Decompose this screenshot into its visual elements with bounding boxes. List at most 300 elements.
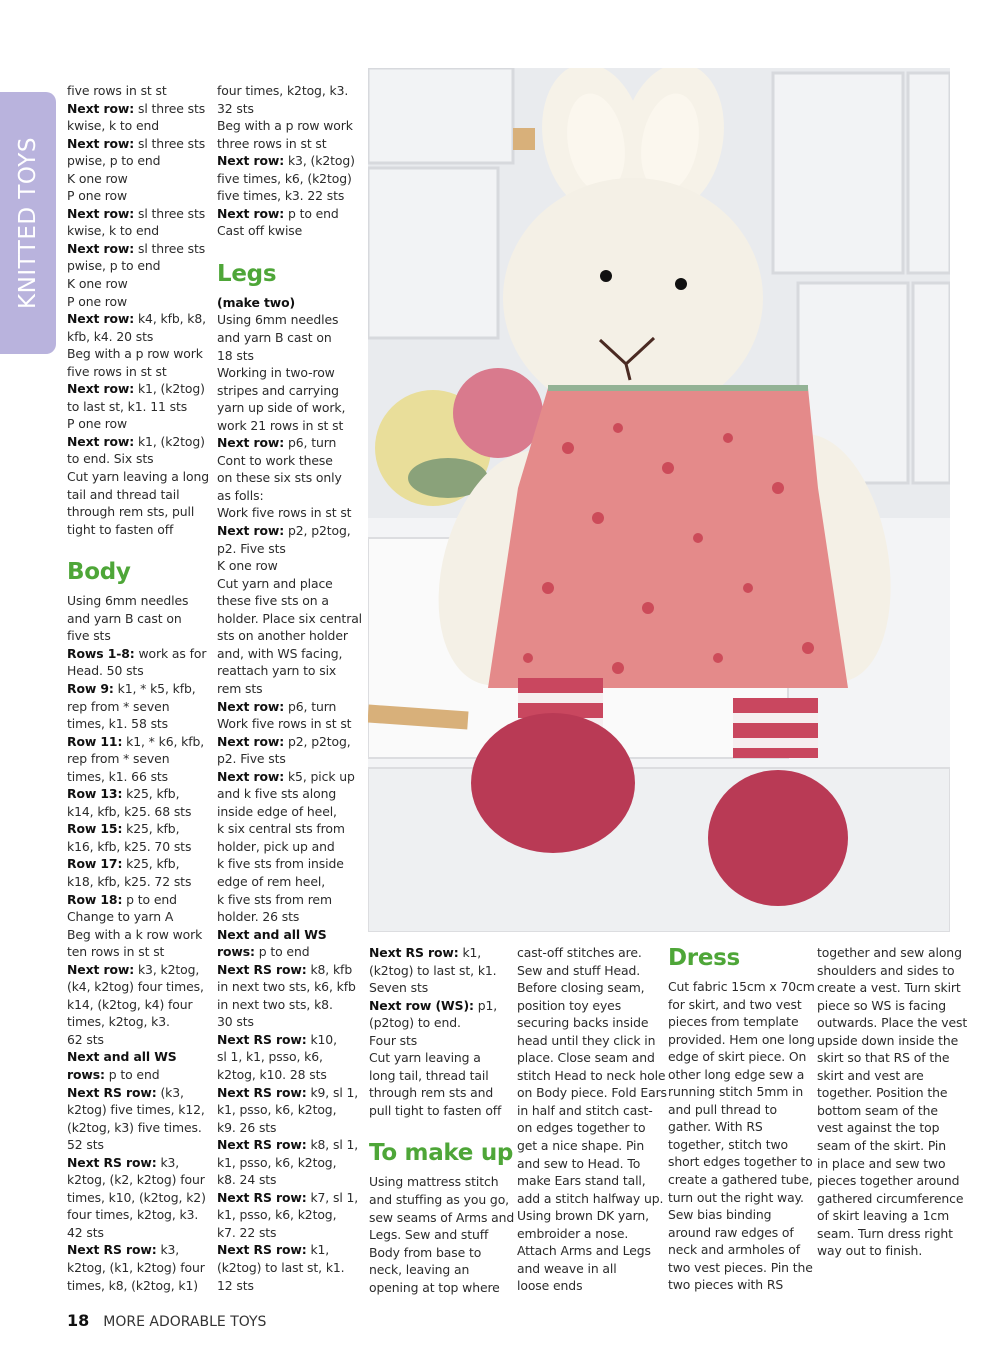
page-footer [67, 1311, 266, 1330]
instruction-text: gathered circumference [817, 1190, 964, 1206]
instruction-text: for skirt, and two vest [668, 996, 802, 1012]
instruction-label: Next row: [217, 435, 285, 451]
pattern-line [517, 1102, 662, 1120]
pattern-line [817, 944, 962, 962]
pattern-line [517, 1260, 662, 1278]
instruction-text: K one row [67, 170, 128, 186]
pattern-line [67, 820, 217, 838]
instruction-text: p2, p2tog, [284, 523, 351, 539]
instruction-text: sl three sts [134, 205, 206, 221]
instruction-text: Sew and stuff Head. [517, 962, 641, 978]
pattern-line [369, 1084, 514, 1102]
instruction-label: Next RS row: [217, 1084, 307, 1100]
pattern-line [67, 785, 217, 803]
pattern-line [217, 222, 367, 240]
instruction-text: p to end [104, 1066, 160, 1082]
instruction-text: kwise, k to end [67, 118, 160, 134]
instruction-text: 12 sts [217, 1277, 254, 1293]
pattern-line [817, 962, 962, 980]
instruction-text: four times, k2tog, k3. [217, 83, 349, 98]
instruction-text: work as for [134, 645, 207, 661]
section-heading: Legs [217, 260, 277, 287]
instruction-text: holder. Place six central [217, 610, 363, 626]
pattern-line [668, 1241, 813, 1259]
instruction-text: two pieces with RS [668, 1277, 784, 1293]
pattern-line [668, 1171, 813, 1189]
pattern-line [517, 1049, 662, 1067]
instruction-text: and sew to Head. To [517, 1155, 641, 1171]
instruction-text: position toy eyes [517, 997, 622, 1013]
pattern-line [217, 205, 367, 223]
pattern-line [67, 1171, 217, 1189]
section-heading: Body [67, 559, 131, 586]
instruction-text: sl three sts [134, 240, 206, 256]
section-tab-label: KNITTED TOYS [15, 137, 41, 309]
pattern-line [67, 715, 217, 733]
instruction-text: turn out the right way. [668, 1189, 804, 1205]
instruction-text: Using brown DK yarn, [517, 1208, 650, 1224]
instruction-label: Next RS row: [217, 1242, 307, 1258]
instruction-text: k3, k2tog, [134, 961, 200, 977]
instruction-text: sl three sts [134, 135, 206, 151]
pattern-line [217, 382, 367, 400]
instruction-text: k1, [458, 945, 482, 960]
pattern-line [668, 1118, 813, 1136]
instruction-text: k9, sl 1, [306, 1084, 359, 1100]
pattern-line [67, 750, 217, 768]
instruction-text: Body from base to [369, 1244, 482, 1260]
pattern-line [817, 1014, 968, 1032]
instruction-text: around raw edges of [668, 1224, 794, 1240]
pattern-line [217, 347, 367, 365]
pattern-line [67, 222, 217, 240]
pattern-line [217, 855, 367, 873]
instruction-text: k8, kfb [306, 961, 353, 977]
instruction-label: Row 9: [67, 680, 114, 696]
pattern-line [217, 187, 367, 205]
pattern-line [217, 627, 367, 645]
instruction-text: stitch Head to neck hole [517, 1067, 666, 1083]
instruction-label: Next RS row: [217, 1137, 307, 1153]
pattern-line [817, 1067, 962, 1085]
instruction-text: times, k2tog, k3. [67, 1014, 170, 1030]
column-3 [369, 944, 514, 1296]
pattern-line [817, 1225, 962, 1243]
instruction-text: Cut yarn leaving a [369, 1050, 481, 1066]
instruction-text: and weave in all [517, 1260, 617, 1276]
instruction-text: P one row [67, 293, 128, 309]
pattern-line [217, 522, 367, 540]
pattern-line [217, 294, 367, 312]
instruction-label: Next row: [67, 961, 135, 977]
instruction-text: upside down inside the [817, 1032, 959, 1048]
instruction-text: times, k10, (k2tog, k2) [67, 1189, 206, 1205]
pattern-line [67, 645, 217, 663]
pattern-line [67, 82, 217, 100]
pattern-line [217, 329, 367, 347]
instruction-label: Row 13: [67, 786, 123, 802]
pattern-line [67, 1101, 217, 1119]
instruction-text: k7. 22 sts [217, 1224, 277, 1240]
pattern-line [217, 311, 367, 329]
pattern-line [217, 487, 367, 505]
pattern-line [217, 715, 367, 733]
instruction-text: k six central sts from [217, 821, 345, 837]
instruction-text: reattach yarn to six [217, 663, 337, 679]
pattern-line [817, 1155, 962, 1173]
pattern-line [369, 1209, 514, 1227]
instruction-text: k2tog, (k1, k2tog) four [67, 1260, 205, 1275]
instruction-text: edge of skirt piece. On [668, 1049, 807, 1065]
pattern-line [67, 592, 217, 610]
instruction-text: bottom seam of the [817, 1102, 938, 1118]
instruction-text: k1, psso, k6, k2tog, [217, 1102, 337, 1118]
pattern-line [67, 1136, 217, 1154]
pattern-line [668, 1048, 813, 1066]
instruction-text: rep from * seven [67, 698, 170, 714]
instruction-text: (k3, [156, 1084, 184, 1100]
pattern-line [817, 1049, 962, 1067]
pattern-line [217, 170, 367, 188]
pattern-line [217, 417, 367, 435]
instruction-text: stripes and carrying [217, 382, 339, 398]
instruction-text: k14, kfb, k25. 68 sts [67, 803, 192, 819]
instruction-text: tight to fasten off [67, 521, 174, 537]
instruction-text: (k2tog, k3) five times. [67, 1119, 202, 1135]
pattern-line [217, 1136, 367, 1154]
pattern-line [668, 1066, 813, 1084]
pattern-line [517, 944, 662, 962]
pattern-line [67, 328, 217, 346]
instruction-text: together and sew along [817, 945, 962, 960]
pattern-line [817, 997, 962, 1015]
instruction-label: rows: [67, 1066, 105, 1082]
pattern-line [67, 1224, 217, 1242]
pattern-line [817, 1190, 962, 1208]
pattern-line [67, 1259, 217, 1277]
instruction-text: make Ears stand tall, [517, 1173, 646, 1189]
instruction-label: Next and all WS [67, 1049, 177, 1065]
pattern-line [668, 1206, 813, 1224]
pattern-line [217, 768, 367, 786]
instruction-text: provided. Hem one long [668, 1031, 815, 1047]
instruction-text: and stuffing as you go, [369, 1192, 510, 1208]
pattern-line [217, 891, 367, 909]
pattern-line [217, 1013, 367, 1031]
pattern-line [217, 452, 367, 470]
pattern-line [517, 997, 662, 1015]
instruction-text: create a vest. Turn skirt [817, 980, 961, 996]
instruction-text: sl three sts [134, 100, 206, 116]
pattern-line [67, 1241, 217, 1259]
instruction-text: k7, sl 1, [306, 1189, 359, 1205]
pattern-line [217, 434, 367, 452]
instruction-text: and pull thread to [668, 1101, 777, 1117]
pattern-line [67, 433, 217, 451]
instruction-text: (k4, k2tog) four times, [67, 979, 204, 995]
pattern-line [217, 680, 367, 698]
pattern-line [67, 978, 217, 996]
pattern-line [517, 1067, 666, 1085]
pattern-line [67, 293, 217, 311]
pattern-line [217, 1119, 367, 1137]
instruction-text: Beg with a p row work [67, 346, 203, 362]
instruction-text: k five sts from rem [217, 891, 332, 907]
pattern-line [67, 855, 217, 873]
instruction-text: in next two sts, k8. [217, 996, 333, 1012]
instruction-text: P one row [67, 188, 128, 204]
instruction-text: five times, k6, (k2tog) [217, 170, 352, 186]
instruction-text: shoulders and sides to [817, 962, 955, 978]
instruction-text: times, k1. 58 sts [67, 716, 169, 732]
pattern-line [67, 240, 217, 258]
instruction-text: k8, sl 1, [306, 1137, 359, 1153]
instruction-label: Next row: [67, 135, 135, 151]
instruction-text: other long edge sew a [668, 1066, 805, 1082]
pattern-line [67, 838, 217, 856]
pattern-line [369, 1032, 514, 1050]
instruction-text: sts on another holder [217, 628, 348, 644]
pattern-line [217, 820, 367, 838]
pattern-line [517, 1277, 662, 1295]
instruction-text: running stitch 5mm in [668, 1084, 804, 1100]
instruction-text: add a stitch halfway up. [517, 1190, 664, 1206]
pattern-line [67, 205, 217, 223]
instruction-text: and yarn B cast on [67, 610, 182, 626]
instruction-text: 62 sts [67, 1031, 104, 1047]
instruction-text: k3, (k2tog) [284, 153, 355, 169]
pattern-line [67, 170, 217, 188]
instruction-label: Next row: [217, 205, 285, 221]
pattern-line [517, 1084, 667, 1102]
instruction-text: and yarn B cast on [217, 330, 332, 346]
instruction-text: p6, turn [284, 698, 337, 714]
instruction-text: head until they click in [517, 1032, 656, 1048]
pattern-line [369, 1067, 514, 1085]
pattern-line [369, 1244, 514, 1262]
pattern-line [217, 698, 367, 716]
instruction-text: Using 6mm needles [67, 593, 189, 609]
pattern-line [67, 398, 217, 416]
instruction-text: vest against the top [817, 1120, 940, 1136]
instruction-label: Row 15: [67, 821, 123, 837]
instruction-text: holder. 26 sts [217, 909, 300, 925]
pattern-line [817, 1084, 962, 1102]
instruction-text: pwise, p to end [67, 153, 161, 169]
pattern-line [67, 363, 217, 381]
instruction-label: Next row: [67, 381, 135, 397]
instruction-text: k10, [306, 1031, 337, 1047]
instruction-text: Cast off kwise [217, 223, 303, 239]
instruction-text: 32 sts [217, 100, 254, 116]
instruction-text: p1, [473, 997, 498, 1013]
instruction-text: p to end [122, 891, 177, 907]
instruction-text: piece so WS is facing [817, 997, 947, 1013]
instruction-text: K one row [217, 558, 278, 574]
instruction-text: cast-off stitches are. [517, 945, 642, 960]
instruction-text: (k2tog) to last st, k1. [217, 1260, 345, 1275]
pattern-line [217, 1189, 367, 1207]
instruction-text: in place and sew two [817, 1155, 946, 1171]
pattern-line [369, 1102, 514, 1120]
instruction-text: p6, turn [284, 435, 337, 451]
pattern-line [217, 1066, 367, 1084]
pattern-line [668, 1013, 813, 1031]
pattern-line [517, 1172, 662, 1190]
column-1 [67, 82, 217, 1294]
instruction-text: pwise, p to end [67, 258, 161, 274]
pattern-line [67, 503, 217, 521]
instruction-text: short edges together to [668, 1154, 813, 1170]
pattern-line [67, 310, 217, 328]
instruction-label: Row 11: [67, 733, 123, 749]
instruction-label: Next RS row: [217, 1031, 307, 1047]
instruction-label: Next row: [217, 768, 285, 784]
instruction-text: on these six sts only [217, 470, 342, 486]
instruction-text: five times, k3. 22 sts [217, 188, 345, 204]
instruction-label: Next row: [67, 205, 135, 221]
instruction-text: skirt and vest are [817, 1067, 924, 1083]
instruction-text: k18, kfb, k25. 72 sts [67, 873, 192, 889]
instruction-text: k14, (k2tog, k4) four [67, 996, 193, 1012]
pattern-line [217, 996, 367, 1014]
instruction-text: p2. Five sts [217, 751, 286, 767]
instruction-text: times, k8, (k2tog, k1) [67, 1277, 199, 1293]
instruction-text: securing backs inside [517, 1015, 649, 1031]
instruction-text: p2. Five sts [217, 540, 286, 556]
pattern-line [217, 943, 367, 961]
instruction-text: as folls: [217, 487, 264, 503]
pattern-line [817, 1137, 962, 1155]
instruction-text: Seven sts [369, 980, 429, 996]
instruction-text: sl 1, k1, psso, k6, [217, 1049, 323, 1065]
instruction-text: k1, * k6, kfb, [122, 733, 205, 749]
instruction-text: opening at top where [369, 1279, 500, 1295]
instruction-text: P one row [67, 416, 128, 432]
instruction-text: through rem sts and [369, 1085, 494, 1101]
pattern-line [517, 979, 662, 997]
pattern-line [517, 1190, 662, 1208]
pattern-line [67, 257, 217, 275]
pattern-line [517, 1014, 662, 1032]
instruction-text: kwise, k to end [67, 223, 160, 239]
pattern-line [517, 1155, 662, 1173]
pattern-line [67, 468, 217, 486]
instruction-text: on Body piece. Fold Ears [517, 1085, 667, 1101]
instruction-text: k2tog, k10. 28 sts [217, 1066, 327, 1082]
instruction-text: Head. 50 sts [67, 663, 144, 679]
pattern-line [67, 1031, 217, 1049]
instruction-text: k2tog, (k2, k2tog) four [67, 1172, 205, 1188]
instruction-text: k1, psso, k6, k2tog, [217, 1207, 337, 1223]
pattern-line [217, 575, 367, 593]
instruction-text: k1, * k5, kfb, [113, 680, 196, 696]
instruction-text: outwards. Place the vest [817, 1015, 968, 1031]
instruction-text: get a nice shape. Pin [517, 1138, 645, 1154]
pattern-line [217, 733, 367, 751]
pattern-line [217, 504, 367, 522]
instruction-label: Next RS row: [369, 945, 459, 960]
pattern-line [67, 803, 217, 821]
pattern-line [668, 1153, 813, 1171]
instruction-text: k5, pick up [284, 768, 355, 784]
instruction-label: Next row: [67, 100, 135, 116]
pattern-line [67, 135, 217, 153]
instruction-text: Cut yarn leaving a long [67, 469, 209, 485]
instruction-text: k25, kfb, [122, 786, 180, 802]
pattern-line [67, 698, 217, 716]
instruction-text: Sew bias binding [668, 1207, 772, 1223]
pattern-line [369, 979, 514, 997]
pattern-line [67, 891, 217, 909]
instruction-text: seam. Turn dress right [817, 1225, 953, 1241]
pattern-line [67, 1066, 217, 1084]
instruction-text: Using 6mm needles [217, 312, 339, 328]
pattern-line [67, 1189, 217, 1207]
pattern-line [217, 961, 367, 979]
pattern-line [668, 1259, 813, 1277]
pattern-line [369, 1173, 514, 1191]
section-heading: Dress [668, 945, 740, 971]
instruction-text: pieces together around [817, 1173, 960, 1189]
instruction-text: pull tight to fasten off [369, 1102, 502, 1118]
pattern-line [67, 1013, 217, 1031]
instruction-text: kfb, k4. 20 sts [67, 328, 154, 344]
instruction-text: Four sts [369, 1032, 418, 1048]
instruction-label: Next RS row: [67, 1242, 157, 1258]
pattern-line [217, 592, 367, 610]
instruction-text: Legs. Sew and stuff [369, 1227, 489, 1243]
instruction-label: Next RS row: [67, 1154, 157, 1170]
pattern-line [369, 1261, 514, 1279]
instruction-text: p to end [254, 944, 310, 960]
pattern-line [217, 908, 367, 926]
instruction-text: holder, pick up and [217, 838, 335, 854]
pattern-line [217, 926, 367, 944]
instruction-label: rows: [217, 944, 255, 960]
pattern-line [217, 645, 367, 663]
instruction-text: to end. Six sts [67, 451, 154, 467]
pattern-line [517, 1137, 662, 1155]
page-number: 18 [67, 1311, 90, 1330]
instruction-text: 52 sts [67, 1137, 104, 1153]
pattern-line [67, 1154, 217, 1172]
pattern-line [67, 873, 217, 891]
pattern-line [517, 1119, 662, 1137]
instruction-text: Cont to work these [217, 452, 333, 468]
pattern-line [217, 540, 367, 558]
instruction-text: Attach Arms and Legs [517, 1243, 651, 1259]
pattern-line [217, 1101, 367, 1119]
pattern-line [67, 100, 217, 118]
instruction-text: (k2tog) to last st, k1. [369, 962, 497, 978]
pattern-line [67, 275, 217, 293]
pattern-line [517, 1207, 662, 1225]
pattern-line [217, 117, 367, 135]
instruction-label: Next RS row: [217, 1189, 307, 1205]
instruction-text: ten rows in st st [67, 944, 165, 960]
instruction-text: k25, kfb, [122, 856, 180, 872]
pattern-line [668, 978, 813, 996]
instruction-text: 42 sts [67, 1224, 104, 1240]
pattern-line [67, 943, 217, 961]
pattern-line [217, 1031, 367, 1049]
instruction-text: rep from * seven [67, 751, 170, 767]
pattern-line [217, 838, 367, 856]
instruction-text: together, stitch two [668, 1136, 789, 1152]
instruction-text: place. Close seam and [517, 1050, 655, 1066]
instruction-text: work 21 rows in st st [217, 417, 344, 433]
